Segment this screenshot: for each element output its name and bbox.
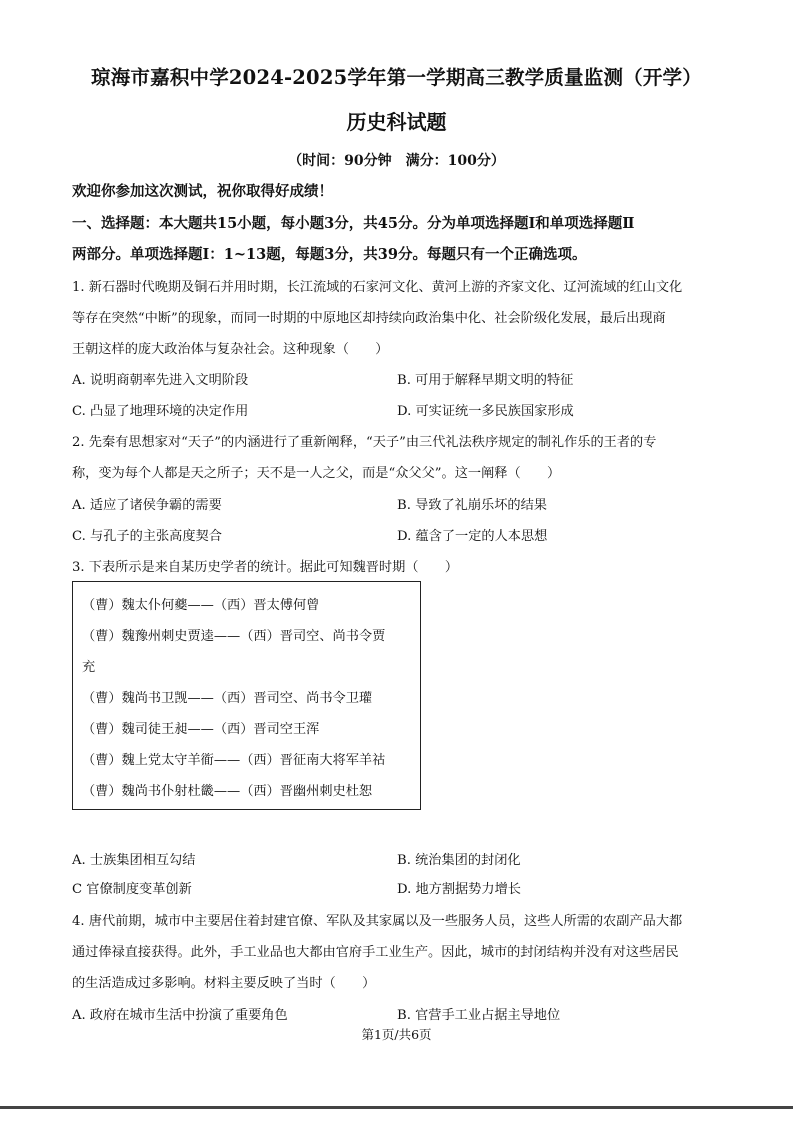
table-row: （曹）魏尚书卫觊——（西）晋司空、尚书令卫瓘 — [82, 691, 373, 706]
question-4-line-2: 通过俸禄直接获得。此外，手工业品也大都由官府手工业生产。因此，城市的封闭结构并没有对这些居民 — [72, 945, 679, 960]
question-2-option-a: A. 适应了诸侯争霸的需要 — [72, 498, 222, 513]
question-4-line-3: 的生活造成过多影响。材料主要反映了当时（ ） — [72, 976, 376, 991]
question-2-line-2: 称，变为每个人都是天之所子；天不是一人之父，而是“众父父”。这一阐释（ ） — [72, 466, 561, 481]
table-row: （曹）魏太仆何夔——（西）晋太傅何曾 — [82, 598, 320, 613]
question-2-option-d: D. 蕴含了一定的人本思想 — [397, 529, 548, 544]
question-4-option-b: B. 官营手工业占据主导地位 — [397, 1008, 561, 1023]
question-3-table — [72, 581, 421, 810]
page-bottom-rule — [0, 1106, 793, 1109]
question-1-line-3: 王朝这样的庞大政治体与复杂社会。这种现象（ ） — [72, 342, 389, 357]
question-1-line-2: 等存在突然“中断”的现象，而同一时期的中原地区却持续向政治集中化、社会阶级化发展，最后出现商 — [72, 311, 666, 326]
exam-title: 琼海市嘉积中学2024-2025学年第一学期高三教学质量监测（开学） — [91, 66, 702, 89]
time-info: （时间：90分钟 满分：100分） — [288, 153, 505, 169]
question-1-option-a: A. 说明商朝率先进入文明阶段 — [72, 373, 249, 388]
table-row: （曹）魏司徒王昶——（西）晋司空王浑 — [82, 722, 320, 737]
question-2-option-c: C. 与孔子的主张高度契合 — [72, 529, 222, 544]
question-3-option-a: A. 士族集团相互勾结 — [72, 853, 196, 868]
exam-subject: 历史科试题 — [346, 110, 447, 134]
question-1-option-b: B. 可用于解释早期文明的特征 — [397, 373, 574, 388]
question-1-line-1: 1. 新石器时代晚期及铜石并用时期，长江流域的石家河文化、黄河上游的齐家文化、辽河流域的红山文化 — [72, 280, 683, 295]
question-3-option-c: C 官僚制度变革创新 — [72, 882, 192, 897]
greeting: 欢迎你参加这次测试，祝你取得好成绩！ — [72, 183, 333, 200]
page-number: 第1页/共6页 — [361, 1027, 432, 1042]
section-instruction-2: 两部分。单项选择题Ⅰ：1~13题，每题3分，共39分。每题只有一个正确选项。 — [72, 246, 587, 263]
question-2-line-1: 2. 先秦有思想家对“天子”的内涵进行了重新阐释，“天子”由三代礼法秩序规定的制礼作乐的王者的专 — [72, 435, 657, 450]
question-1-option-d: D. 可实证统一多民族国家形成 — [397, 404, 574, 419]
question-2-option-b: B. 导致了礼崩乐坏的结果 — [397, 498, 547, 513]
question-3-line-1: 3. 下表所示是来自某历史学者的统计。据此可知魏晋时期（ ） — [72, 560, 459, 575]
question-4-line-1: 4. 唐代前期，城市中主要居住着封建官僚、军队及其家属以及一些服务人员，这些人所需的农副产品大都 — [72, 914, 683, 929]
question-3-option-d: D. 地方割据势力增长 — [397, 882, 521, 897]
table-row: 充 — [82, 660, 96, 675]
table-row: （曹）魏尚书仆射杜畿——（西）晋幽州刺史杜恕 — [82, 784, 373, 799]
question-3-option-b: B. 统治集团的封闭化 — [397, 853, 521, 868]
section-instruction-1: 一、选择题：本大题共15小题，每小题3分，共45分。分为单项选择题Ⅰ和单项选择题Ⅱ — [72, 215, 635, 232]
table-row: （曹）魏豫州刺史贾逵——（西）晋司空、尚书令贾 — [82, 629, 386, 644]
question-1-option-c: C. 凸显了地理环境的决定作用 — [72, 404, 249, 419]
table-row: （曹）魏上党太守羊衜——（西）晋征南大将军羊祜 — [82, 753, 386, 768]
question-4-option-a: A. 政府在城市生活中扮演了重要角色 — [72, 1008, 288, 1023]
